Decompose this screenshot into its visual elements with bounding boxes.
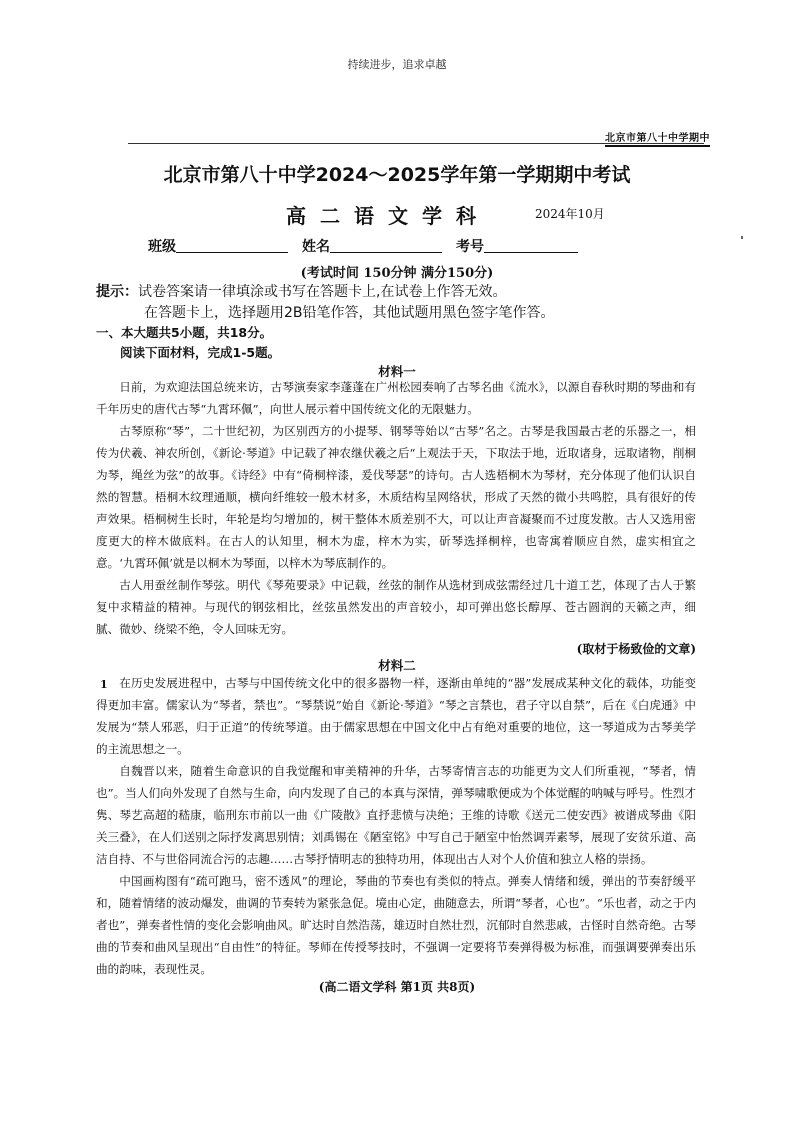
material1-paragraph: 古人用蚕丝制作琴弦。明代《琴苑要录》中记载，丝弦的制作从选材到成弦需经过几十道工艺，体现了古人于繁复中求精益的精神。与现代的钢弦相比，丝弦虽然发出的声音较小，却可弹出悠长醇厚、苍古圆润的天籁之声，细腻、微妙、绕梁不绝，令人回味无穷。 [96,578,696,636]
class-field[interactable] [176,238,288,253]
header-rule [128,143,704,144]
exam-duration-score: (考试时间 150分钟 满分150分) [300,266,494,281]
class-label: 班级 [148,239,176,255]
school-stamp: 北京市第八十中学期中 [605,129,710,147]
exam-number-field[interactable] [484,238,578,253]
material2-title: 材料二 [378,658,416,673]
tip-text-1: 试卷答案请一律填涂或书写在答题卡上,在试卷上作答无效。 [138,284,507,300]
material1-title: 材料一 [378,364,416,379]
exam-date: 2024年10月 [535,207,605,221]
margin-number: 1 [100,678,108,691]
material2-paragraph: 在历史发展进程中，古琴与中国传统文化中的很多器物一样，逐渐由单纯的“器”发展成某种文化的载体，功能变得更加丰富。儒家认为“琴者，禁也”。“琴禁说”始自《新论·琴道》“琴之言禁也，君子守以自禁”，后在《白虎通》中发展为“禁人邪恶，归于正道”的传统琴道。由于儒家思想在中国文化中占有绝对重要的地位，这一琴道成为古琴美学的主流思想之一。 [96,676,696,756]
material2-paragraph: 中国画构图有“疏可跑马，密不透风”的理论，琴曲的节奏也有类似的特点。弹奏人情绪和缓，弹出的节奏舒缓平和，随着情绪的波动爆发，曲调的节奏转为紧张急促。境由心定，曲随意去，所谓“琴者，心也”。“乐也者，动之于内者也”，弹奏者性情的变化会影响曲风。旷达时自然浩荡，雄迈时自然壮烈，沉郁时自然悲戚，古怪时自然奇绝。古琴曲的节奏和曲风呈现出“自由性”的特征。琴师在传授琴技时，不强调一定要将节奏弹得极为标准，而强调要弹奏出乐曲的韵味，表现性灵。 [96,874,696,976]
name-label: 姓名 [302,239,330,255]
subject-title: 高二语文学科 [286,204,490,228]
header-motto: 持续进步，追求卓越 [347,58,447,71]
section-heading: 一、本大题共5小题，共18分。 [96,325,273,340]
name-field[interactable] [330,238,442,253]
scan-speck [741,236,743,239]
exam-title: 北京市第八十中学2024～2025学年第一学期期中考试 [163,164,631,186]
material2-paragraph: 自魏晋以来，随着生命意识的自我觉醒和审美精神的升华，古琴寄情言志的功能更为文人们所重视，“琴者，情也”。当人们向外发现了自然与生命，向内发现了自己的本真与深情，弹琴啸歌便成为个体觉醒的呐喊与呼号。性烈才隽、琴艺高超的嵇康，临刑东市前以一曲《广陵散》直抒悲愤与决绝；王维的诗歌《送元二使安西》被谱成琴曲《阳关三叠》，在人们送别之际抒发离思别情；刘禹锡在《陋室铭》中写自己于陋室中怡然调弄素琴，展现了安贫乐道、高洁自持、不与世俗同流合污的志趣……古琴抒情明志的独特功用，体现出古人对个人价值和独立人格的崇扬。 [96,764,696,866]
tip-text-2: 在答题卡上，选择题用2B铅笔作答，其他试题用黑色签字笔作答。 [144,305,555,321]
material1-paragraph: 日前，为欢迎法国总统来访，古琴演奏家李蓬蓬在广州松园奏响了古琴名曲《流水》，以源自春秋时期的琴曲和有千年历史的唐代古琴“九霄环佩”，向世人展示着中国传统文化的无限魅力。 [96,380,696,416]
tip-label: 提示： [96,284,138,300]
section-instruction: 阅读下面材料，完成1-5题。 [120,345,281,360]
tip-line-1 [96,281,506,301]
number-label: 考号 [456,239,484,255]
material1-source: (取材于杨致俭的文章) [576,642,696,656]
student-info-fields [148,236,592,256]
page-footer: (高二语文学科 第1页 共8页) [318,980,476,994]
material1-paragraph: 古琴原称“琴”，二十世纪初，为区别西方的小提琴、钢琴等始以“古琴”名之。古琴是我国最古老的乐器之一，相传为伏羲、神农所创，《新论·琴道》中记载了神农继伏羲之后“上观法于天，下取法于地，近取诸身，远取诸物，削桐为琴，绳丝为弦”的故事。《诗经》中有“倚桐梓漆，爰伐琴瑟”的诗句。古人选梧桐木为琴材，充分体现了他们认识自然的智慧。梧桐木纹理通顺，横向纤维较一般木材多，木质结构呈网络状，形成了天然的微小共鸣腔，具有很好的传声效果。梧桐树生长时，年轮是均匀增加的，树干整体木质差别不大，可以让声音凝聚而不过度发散。古人又选用密度更大的梓木做底料。在古人的认知里，桐木为虚，梓木为实，斫琴选择桐梓，也寄寓着顺应自然，虚实相宜之意。‘九霄环佩’就是以桐木为琴面，以梓木为琴底制作的。 [96,424,696,570]
